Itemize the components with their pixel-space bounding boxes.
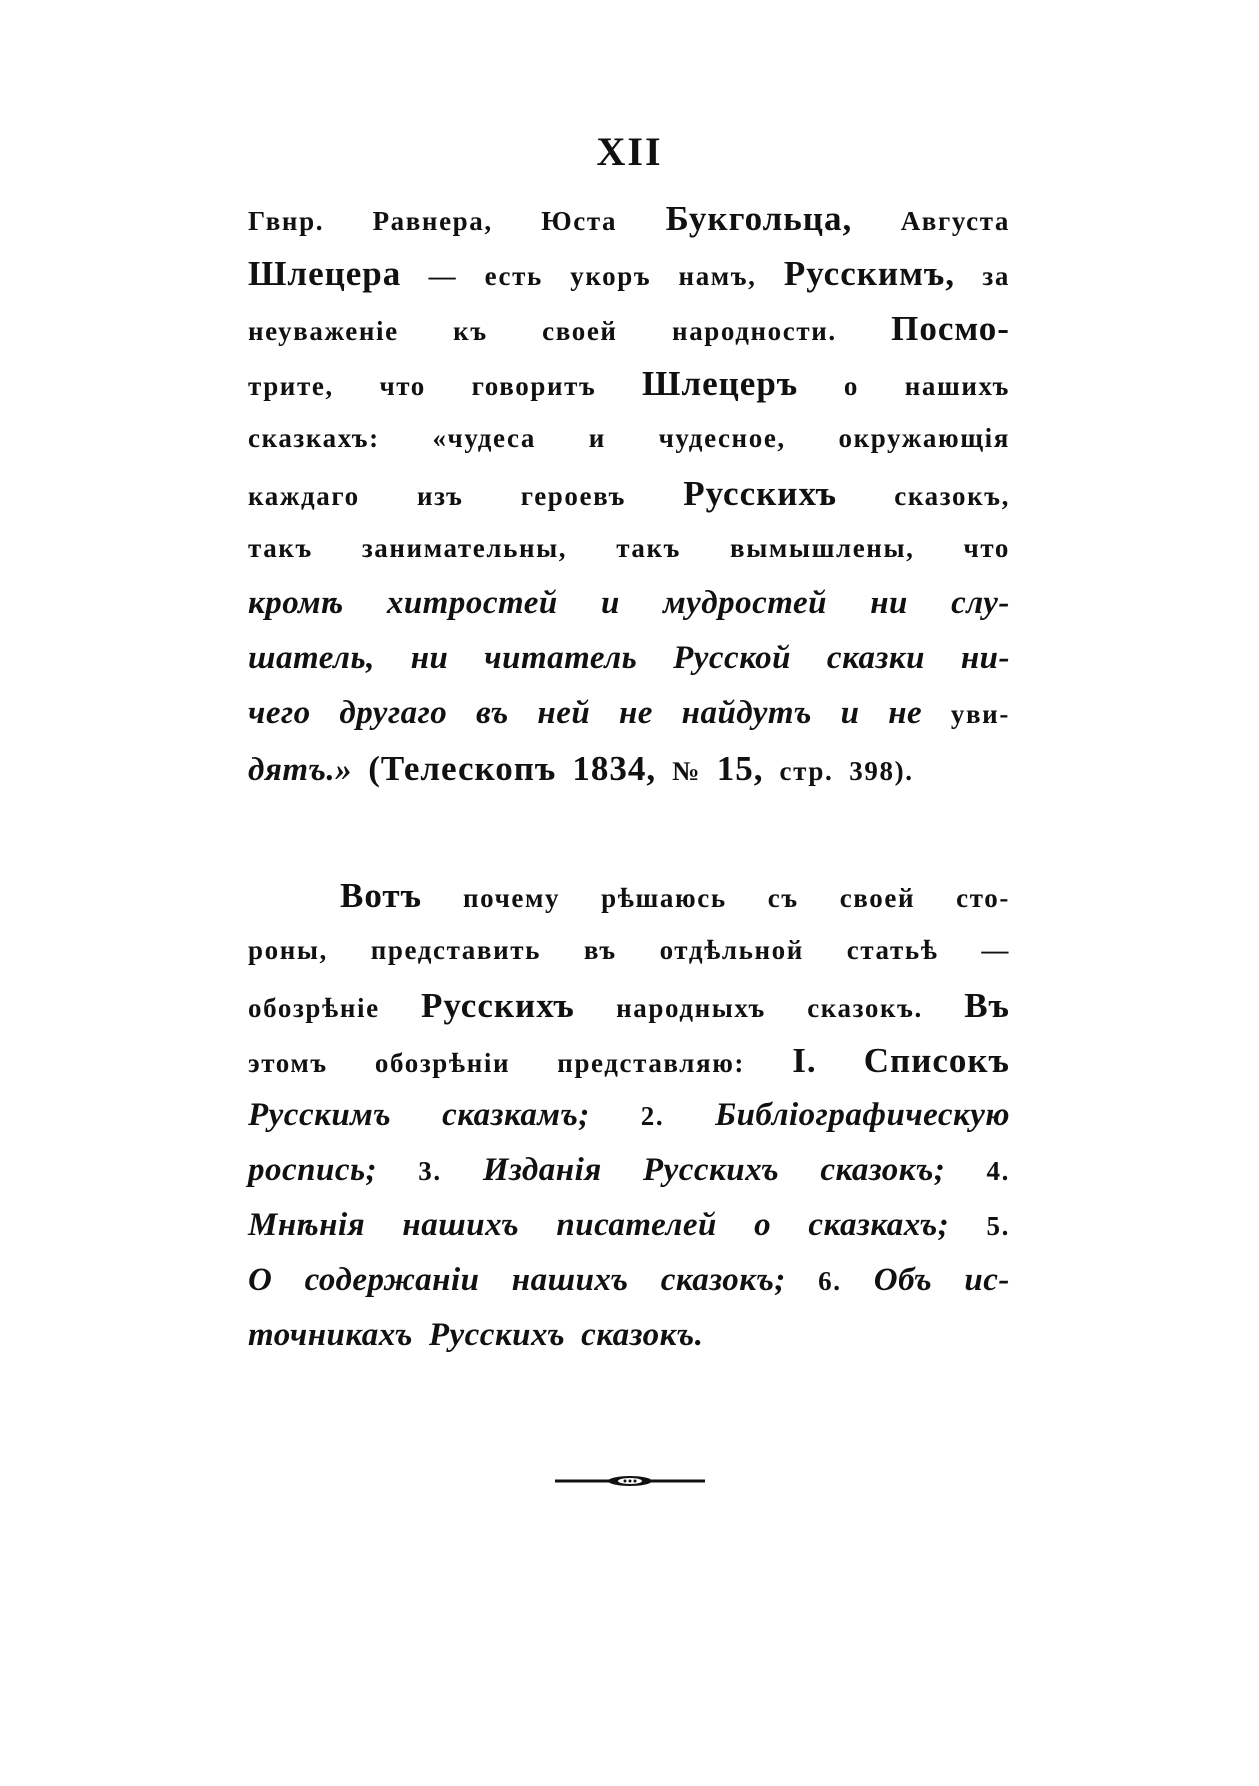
text-line [248,1198,1010,1253]
word: въ [583,935,617,965]
word: Русскимъ, [783,254,956,293]
word: чего [248,695,311,731]
word: 4. [986,1156,1010,1186]
word: Гвнр. [248,206,325,236]
word: героевъ [520,481,626,511]
word: Посмо- [891,309,1010,348]
word: Русскихъ [421,986,575,1025]
word: о [843,371,860,401]
word: 6. [818,1266,842,1296]
word: въ [476,695,509,731]
paragraph-1 [248,191,1010,796]
word: къ [453,316,488,346]
text-line [248,686,1010,741]
word: сказокъ. [581,1317,704,1353]
word: шатель, [248,640,375,676]
word: сказокъ, [894,481,1010,511]
text-line [248,1253,1010,1308]
text-line [248,246,1010,301]
word: Русскимъ [248,1097,392,1133]
word: почему [463,883,561,913]
text-line [248,1308,1010,1363]
word: нашихъ [511,1262,629,1298]
word: Августа [900,206,1010,236]
word: О [248,1262,273,1298]
word: сто- [956,883,1010,913]
word: читатель [484,640,638,676]
word: сказокъ. [807,993,923,1023]
word: найдутъ [681,695,812,731]
word: укоръ [570,261,652,291]
text-line [248,356,1010,411]
word: ни [870,585,908,621]
word: Русской [673,640,792,676]
word: что [379,371,426,401]
word: — [981,935,1010,965]
word: Мнѣнія [248,1207,366,1243]
word: такъ [616,533,681,563]
word: съ [767,883,799,913]
word: уви- [950,699,1010,729]
word: «чудеса [432,423,536,453]
word: ни- [960,640,1010,676]
word: занимательны, [361,533,568,563]
word: сказкахъ; [808,1207,950,1243]
word: 15, [716,749,764,788]
word: чудесное, [658,423,786,453]
word: и [840,695,860,731]
word: Изданія [482,1152,602,1188]
word: Въ [964,986,1010,1025]
word: есть [484,261,543,291]
word: за [982,261,1010,291]
word: № [672,756,701,786]
tailpiece-ornament [555,1474,705,1488]
word: слу- [951,585,1010,621]
word: что [963,533,1010,563]
word: Объ [873,1262,933,1298]
word: вымышлены, [730,533,915,563]
word: точникахъ [248,1317,413,1353]
word: — [428,261,458,291]
text-line [248,978,1010,1033]
word: сказокъ; [660,1262,786,1298]
word: обозрѣніи [374,1048,511,1078]
word: нашихъ [904,371,1010,401]
word: Вотъ [340,876,422,915]
text-line [248,191,1010,246]
text-line [248,521,1010,576]
word: Русскихъ [683,474,838,513]
text-line [248,301,1010,356]
word: роны, [248,935,328,965]
text-line [248,923,1010,978]
word: изъ [416,481,464,511]
word: рѣшаюсь [601,883,727,913]
text-line [248,1088,1010,1143]
word: Юста [541,206,618,236]
page-number: XII [596,129,663,174]
word: своей [839,883,916,913]
word: сказкахъ: [248,423,380,453]
word: неуваженіе [248,316,399,346]
word: своей [542,316,618,346]
word: ис- [964,1262,1010,1298]
text-line [248,741,1010,796]
word: другаго [339,695,448,731]
text-line [248,576,1010,631]
word: Равнера, [372,206,493,236]
word: ней [537,695,591,731]
word: нашихъ [402,1207,520,1243]
word: сказки [826,640,925,676]
text-line [248,466,1010,521]
word: народности. [672,316,837,346]
paragraph-2 [248,868,1010,1363]
word: кромѣ [248,585,344,621]
word: представляю: [557,1048,746,1078]
word: трите, [248,371,334,401]
word: дятъ.» [248,752,353,788]
text-line [248,411,1010,466]
word: и [588,423,606,453]
text-line [248,1033,1010,1088]
word: намъ, [678,261,757,291]
word: Шлецеръ [642,364,799,403]
word: 2. [640,1101,665,1131]
word: Библіографическую [715,1097,1010,1133]
word: I. [792,1041,817,1080]
word: не [888,695,923,731]
word: Русскихъ [642,1152,780,1188]
word: Списокъ [863,1041,1010,1080]
word: представить [370,935,541,965]
word: 5. [986,1211,1010,1241]
word: сказкамъ; [442,1097,590,1133]
word: этомъ [248,1048,328,1078]
text-line [248,1143,1010,1198]
word: 398). [849,756,914,786]
word: говоритъ [471,371,597,401]
word: Шлецера [248,254,402,293]
word: такъ [248,533,313,563]
word: содержаніи [304,1262,480,1298]
text-line [248,631,1010,686]
word: о [754,1207,772,1243]
word: хитростей [386,585,558,621]
word: не [618,695,653,731]
text-line [248,868,1010,923]
word: писателей [556,1207,717,1243]
word: каждаго [248,481,360,511]
word: сказокъ; [820,1152,946,1188]
word: и [600,585,620,621]
word: 1834, [572,749,657,788]
word: Букгольца, [665,199,853,238]
word: мудростей [663,585,827,621]
word: статьѣ [846,935,939,965]
word: окружающія [838,423,1010,453]
word: обозрѣніе [248,993,380,1023]
word: Русскихъ [428,1317,566,1353]
word: (Телескопъ [368,749,557,788]
word: народныхъ [616,993,766,1023]
word: ни [410,640,449,676]
word: отдѣльной [659,935,804,965]
word: 3. [418,1156,442,1186]
word: роспись; [248,1152,378,1188]
word: стр. [779,756,834,786]
